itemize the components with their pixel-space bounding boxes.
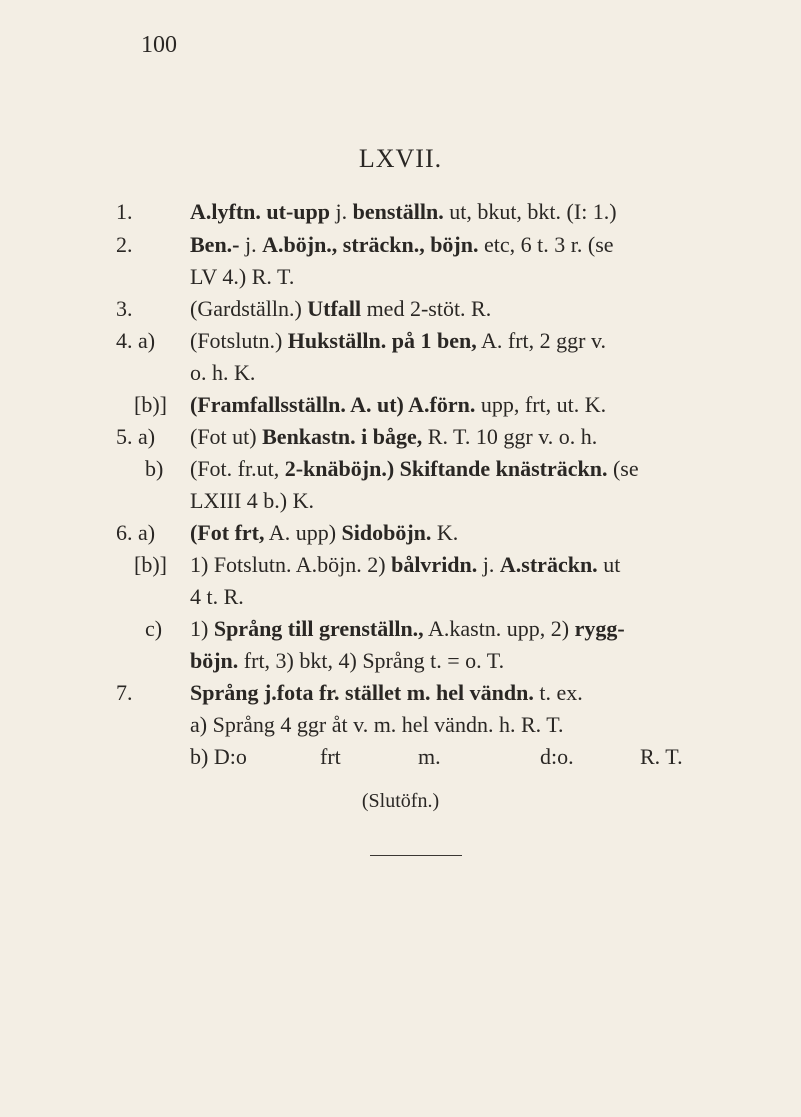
text-run: j. <box>477 552 500 577</box>
text-run: A.kastn. upp, 2) <box>423 616 575 641</box>
item-number: 1. <box>116 199 133 224</box>
text-line <box>190 650 504 672</box>
text-run: ut, bkut, bkt. (I: 1.) <box>443 199 617 224</box>
text-line <box>190 618 625 640</box>
text-run: R. T. 10 ggr v. o. h. <box>422 424 598 449</box>
page-number: 100 <box>141 32 177 58</box>
text-run: A. frt, 2 ggr v. <box>476 328 607 353</box>
text-run: frt <box>320 744 341 769</box>
text-run: LV 4.) R. T. <box>190 264 295 289</box>
bold-term: 2-knäböjn.) Skiftande knästräckn. <box>284 456 608 481</box>
item-number: 4. a) <box>116 328 156 353</box>
bold-term: Språng j.fota fr. stället m. hel vändn. <box>190 680 534 705</box>
bold-term: böjn. <box>190 648 239 673</box>
text-line <box>190 746 247 768</box>
item-number: 3. <box>116 296 133 321</box>
text-run: 1) Fotslutn. A.böjn. 2) <box>190 552 392 577</box>
text-run: upp, frt, ut. K. <box>475 392 607 417</box>
text-run: R. T. <box>640 744 683 769</box>
text-line <box>190 234 614 256</box>
text-run: (Fotslutn.) <box>190 328 288 353</box>
text-line <box>190 554 620 576</box>
text-run: med 2-stöt. R. <box>361 296 492 321</box>
text-line <box>190 298 491 320</box>
bold-term: A.sträckn. <box>499 552 598 577</box>
item-number: 5. a) <box>116 424 156 449</box>
bold-term: Språng till grenställn., <box>213 616 424 641</box>
bold-term: rygg- <box>574 616 625 641</box>
bold-term: A.lyftn. ut-upp <box>190 199 330 224</box>
text-line <box>190 714 564 736</box>
bold-term: (Framfallsställn. A. ut) A.förn. <box>190 392 476 417</box>
text-run: ut <box>597 552 621 577</box>
text-line <box>190 330 606 352</box>
text-run: (Fot. fr.ut, <box>190 456 285 481</box>
item-number: 2. <box>116 232 133 257</box>
bold-term: bålvridn. <box>391 552 478 577</box>
bold-term: Benkastn. i båge, <box>262 424 423 449</box>
bold-term: Ben.- <box>190 232 240 257</box>
item-number: 6. a) <box>116 520 156 545</box>
text-run: j. <box>239 232 263 257</box>
text-line <box>190 458 639 480</box>
bold-term: Utfall <box>307 296 362 321</box>
text-run: (Gardställn.) <box>190 296 308 321</box>
text-run: etc, 6 t. 3 r. (se <box>478 232 614 257</box>
text-run: t. ex. <box>533 680 583 705</box>
section-heading: LXVII. <box>358 144 443 173</box>
text-run: j. <box>329 199 353 224</box>
closing-note: (Slutöfn.) <box>361 790 440 812</box>
text-line <box>190 362 255 384</box>
bold-term: Sidoböjn. <box>341 520 432 545</box>
bold-term: (Fot frt, <box>190 520 265 545</box>
text-run: 4 t. R. <box>190 584 244 609</box>
item-number: b) <box>145 456 164 481</box>
item-number: 7. <box>116 680 133 705</box>
text-run: frt, 3) bkt, 4) Språng t. = o. T. <box>238 648 505 673</box>
text-run: 1) <box>190 616 214 641</box>
text-run: LXIII 4 b.) K. <box>190 488 315 513</box>
text-line <box>190 201 617 223</box>
text-run: a) Språng 4 ggr åt v. m. hel vändn. h. R. T. <box>190 712 564 737</box>
text-run: (se <box>607 456 639 481</box>
text-line <box>190 266 294 288</box>
text-run: m. <box>418 744 441 769</box>
text-line <box>190 522 458 544</box>
text-line <box>190 490 314 512</box>
text-run: b) D:o <box>190 744 247 769</box>
item-number: c) <box>145 616 163 641</box>
text-run: d:o. <box>540 744 574 769</box>
bold-term: benställn. <box>352 199 444 224</box>
text-line <box>190 586 244 608</box>
text-run: K. <box>431 520 459 545</box>
text-run: o. h. K. <box>190 360 256 385</box>
text-line <box>190 426 597 448</box>
text-run: A. upp) <box>264 520 342 545</box>
bold-term: Hukställn. på 1 ben, <box>287 328 477 353</box>
bold-term: A.böjn., sträckn., böjn. <box>262 232 479 257</box>
text-run: (Fot ut) <box>190 424 263 449</box>
text-line <box>190 682 583 704</box>
divider-rule <box>370 855 462 856</box>
item-number: [b)] <box>134 392 167 417</box>
text-line <box>190 394 606 416</box>
item-number: [b)] <box>134 552 167 577</box>
